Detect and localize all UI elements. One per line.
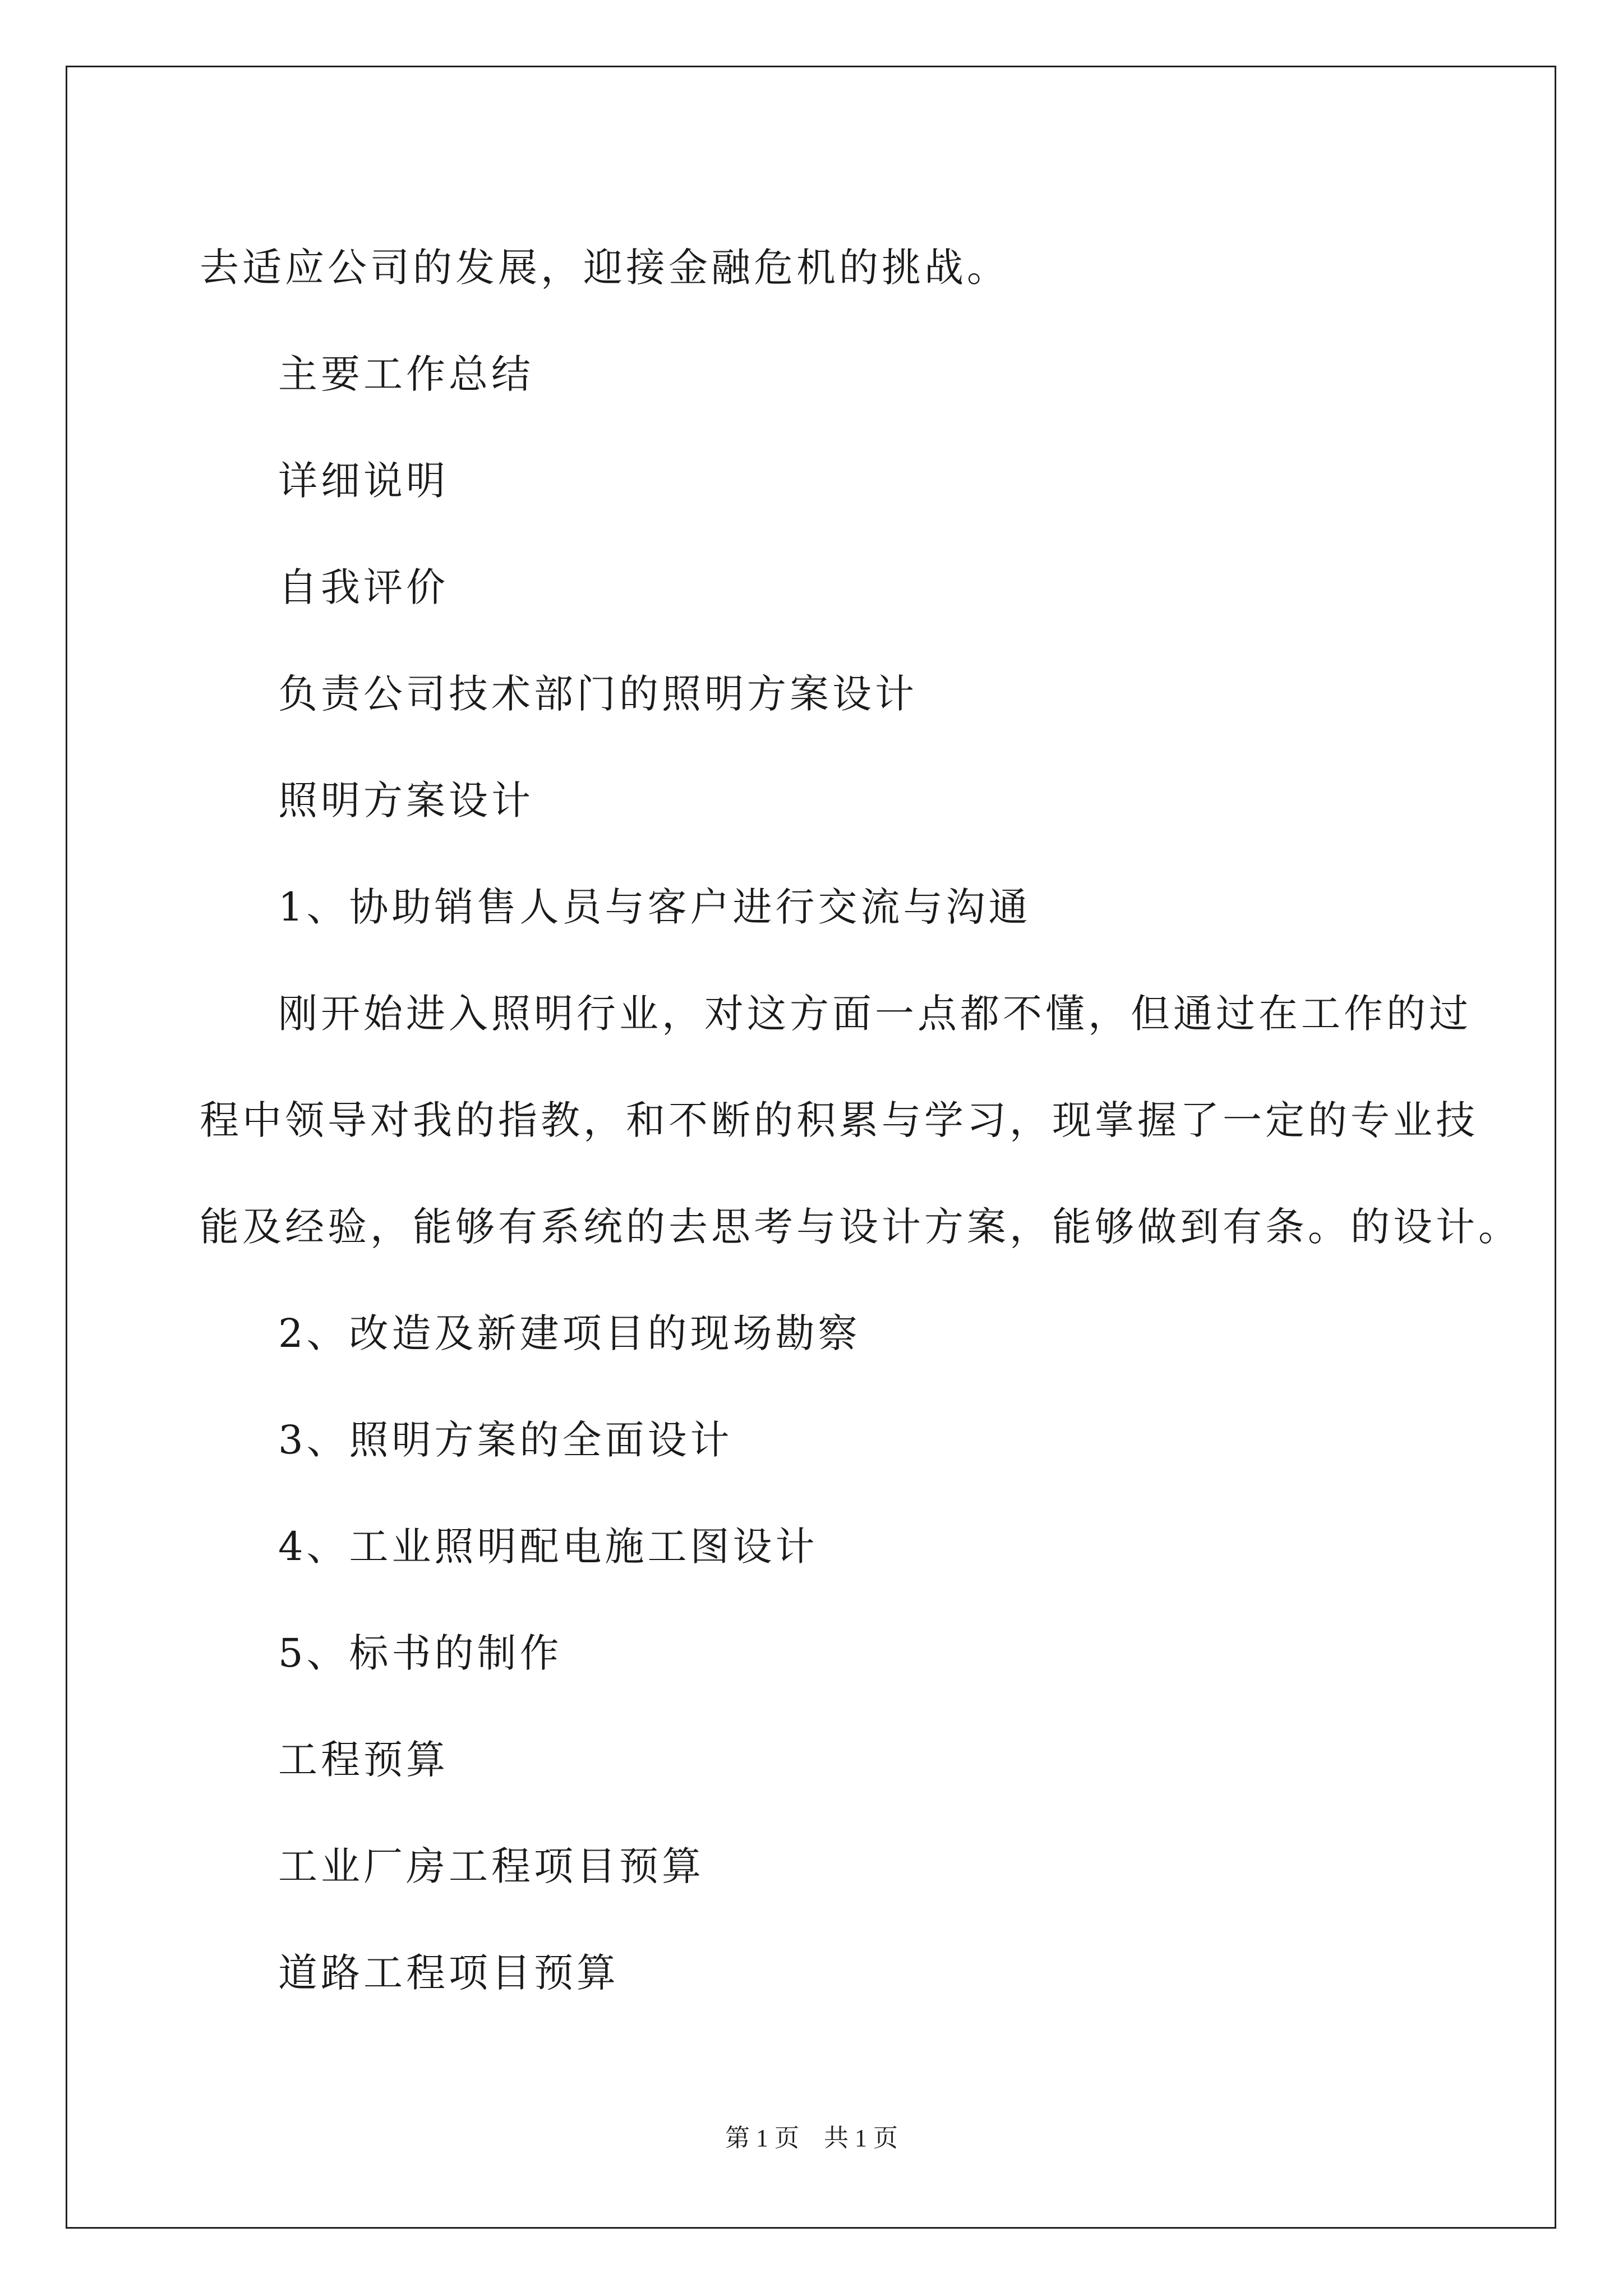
- paragraph: 2、改造及新建项目的现场勘察: [278, 1310, 861, 1356]
- paragraph: 工业厂房工程项目预算: [278, 1843, 704, 1889]
- document-body: [200, 214, 1521, 2026]
- page-number-label: 第 1 页 共 1 页: [725, 2124, 898, 2152]
- paragraph: 负责公司技术部门的照明方案设计: [278, 671, 917, 717]
- paragraph: 照明方案设计: [278, 777, 534, 823]
- paragraph: 3、照明方案的全面设计: [278, 1417, 733, 1463]
- paragraph: 4、工业照明配电施工图设计: [278, 1524, 818, 1570]
- paragraph: 程中领导对我的指教，和不断的积累与学习，现掌握了一定的专业技: [200, 1097, 1478, 1143]
- paragraph: 去适应公司的发展，迎接金融危机的挑战。: [200, 245, 1009, 291]
- paragraph: 工程预算: [278, 1737, 449, 1783]
- paragraph: 能及经验，能够有系统的去思考与设计方案，能够做到有条。的设计。: [200, 1204, 1521, 1250]
- paragraph: 刚开始进入照明行业，对这方面一点都不懂，但通过在工作的过: [278, 991, 1472, 1037]
- paragraph: 自我评价: [278, 564, 449, 610]
- paragraph: 主要工作总结: [278, 351, 534, 397]
- paragraph: 5、标书的制作: [278, 1630, 562, 1676]
- paragraph: 详细说明: [278, 458, 449, 504]
- page-footer: [0, 2118, 1623, 2154]
- paragraph: 道路工程项目预算: [278, 1950, 619, 1996]
- paragraph: 1、协助销售人员与客户进行交流与沟通: [278, 884, 1031, 930]
